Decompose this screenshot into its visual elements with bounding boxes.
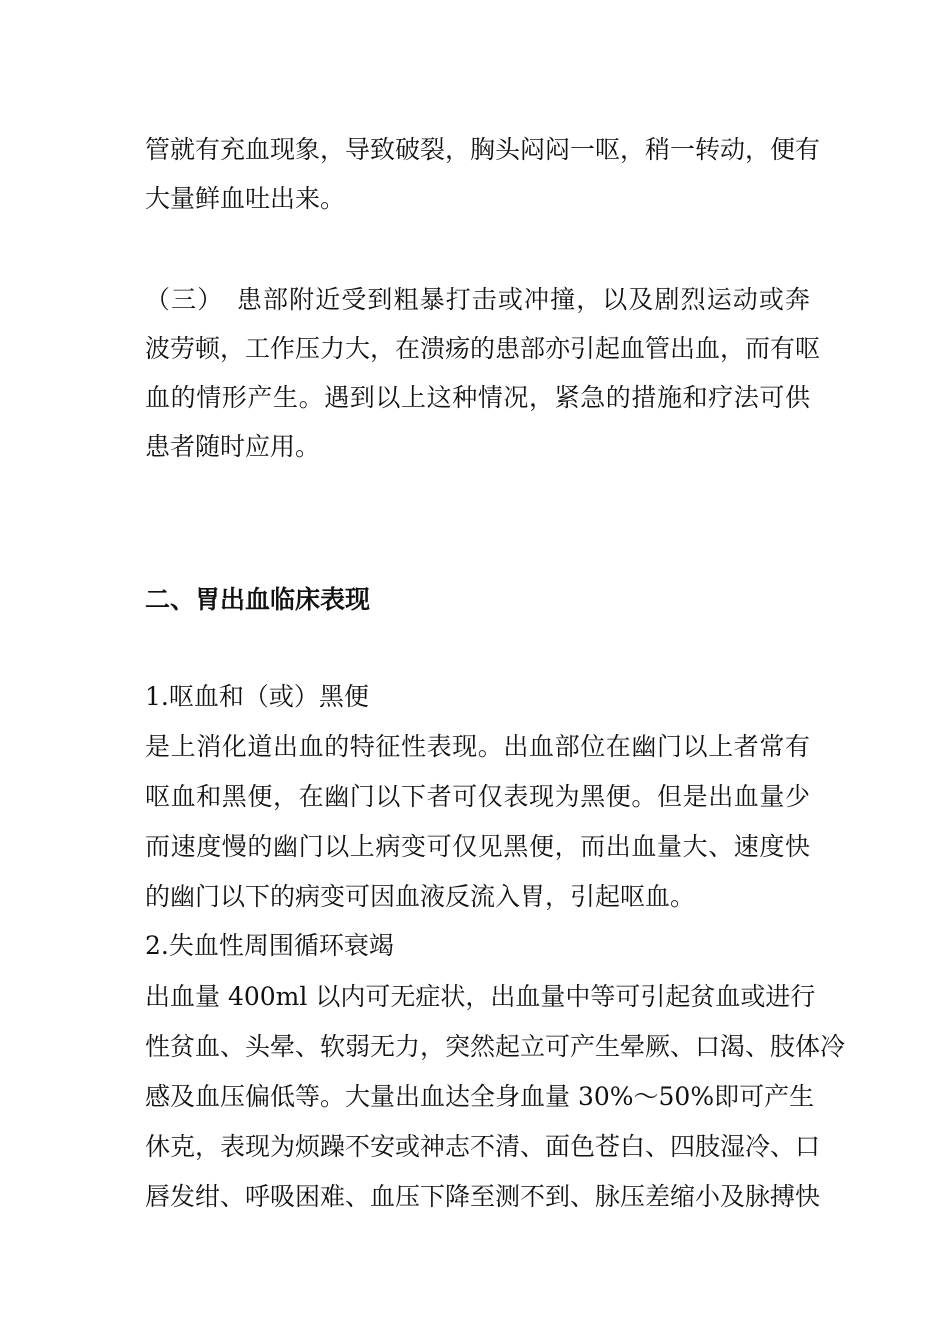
paragraph-line: 而速度慢的幽门以上病变可仅见黑便，而出血量大、速度快	[145, 832, 810, 861]
paragraph-line: 的幽门以下的病变可因血液反流入胃，引起呕血。	[145, 882, 696, 911]
paragraph-line: 波劳顿，工作压力大，在溃疡的患部亦引起血管出血，而有呕	[145, 334, 821, 363]
paragraph-line: 是上消化道出血的特征性表现。出血部位在幽门以上者常有	[145, 732, 810, 761]
paragraph-line: 患者随时应用。	[145, 432, 321, 461]
paragraph-line: 唇发绀、呼吸困难、血压下降至测不到、脉压差缩小及脉搏快	[145, 1182, 821, 1211]
paragraph-line: （三） 患部附近受到粗暴打击或冲撞，以及剧烈运动或奔	[145, 285, 810, 314]
paragraph-line: 休克，表现为烦躁不安或神志不清、面色苍白、四肢湿冷、口	[145, 1132, 821, 1161]
paragraph-line: 感及血压偏低等。大量出血达全身血量 30%～50%即可产生	[145, 1082, 815, 1111]
paragraph-line: 管就有充血现象，导致破裂，胸头闷闷一呕，稍一转动，便有	[145, 135, 821, 164]
paragraph-line: 性贫血、头晕、软弱无力，突然起立可产生晕厥、口渴、肢体冷	[145, 1032, 846, 1061]
section-heading: 二、胃出血临床表现	[145, 585, 371, 614]
paragraph-line: 血的情形产生。遇到以上这种情况，紧急的措施和疗法可供	[145, 383, 810, 412]
paragraph-line: 呕血和黑便，在幽门以下者可仅表现为黑便。但是出血量少	[145, 782, 810, 811]
paragraph-line: 出血量 400ml 以内可无症状，出血量中等可引起贫血或进行	[145, 982, 816, 1011]
paragraph-line: 大量鲜血吐出来。	[145, 184, 346, 213]
item-title: 1.呕血和（或）黑便	[145, 682, 369, 711]
item-title: 2.失血性周围循环衰竭	[145, 931, 394, 960]
